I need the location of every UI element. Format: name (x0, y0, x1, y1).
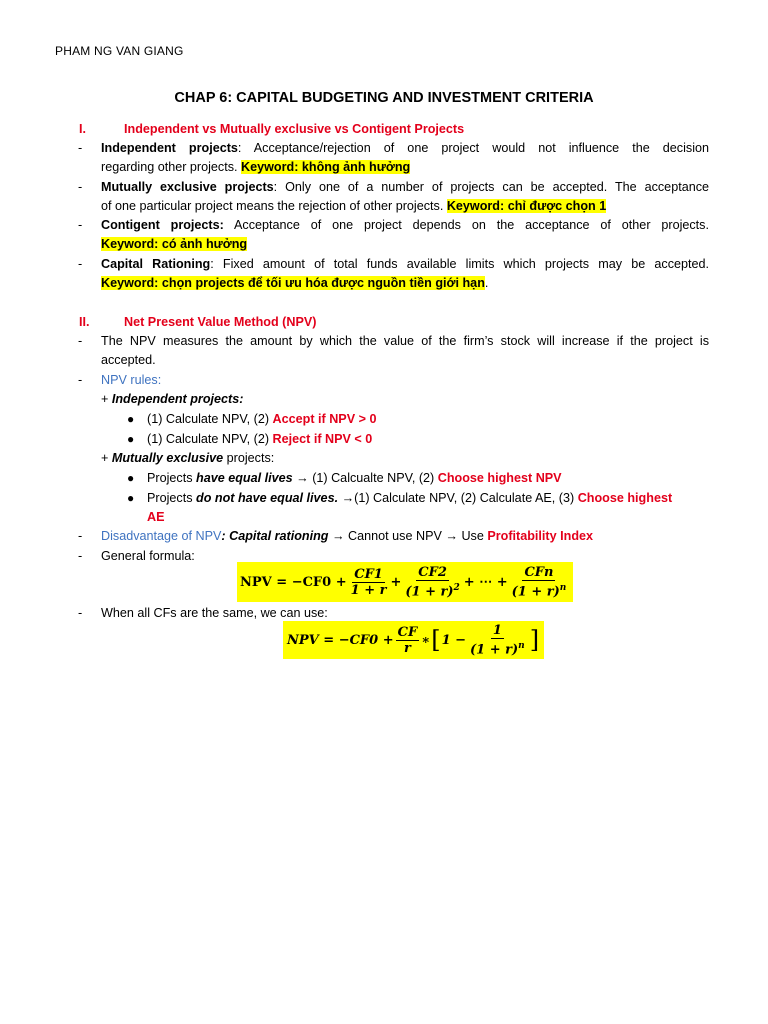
bullet-dot: ● (127, 491, 135, 505)
independent-rule-reject: (1) Calculate NPV, (2) Reject if NPV < 0 (147, 432, 373, 446)
dash-bullet: - (78, 529, 83, 543)
formula-cf-over-r: $\frac{CF}{r}$ (397, 624, 418, 656)
mutual-rule-unequal-lives: Projects do not have equal lives. →(1) Calculate NPV, (2) Calculate AE, (3) Choose highest (147, 491, 673, 505)
mutually-exclusive-line1: Mutually exclusive projects: Only one of a number of projects can be accepted. The acceptance (101, 180, 710, 194)
section2-heading: Net Present Value Method (NPV) (124, 315, 317, 329)
dash-bullet: - (78, 334, 83, 348)
independent-projects-label: + Independent projects: (101, 392, 244, 406)
independent-rule-accept: (1) Calculate NPV, (2) Accept if NPV > 0 (147, 412, 377, 426)
independent-projects-line1: Independent projects: Acceptance/rejection of one project would not influence the decision (101, 141, 709, 155)
dash-bullet: - (78, 180, 83, 194)
independent-projects-line2: regarding other projects. Keyword: không ảnh hưởng (101, 160, 411, 174)
npv-intro-line1: The NPV measures the amount by which the value of the firm’s stock will increase if the project is (101, 334, 709, 348)
mutual-rule-equal-lives: Projects have equal lives → (1) Calcualte NPV, (2) Choose highest NPV (147, 471, 562, 485)
bullet-dot: ● (127, 471, 135, 485)
formula-lhs: NPV = −CF0 + (287, 632, 394, 648)
dash-bullet: - (78, 549, 83, 563)
npv-rules-label: NPV rules: (101, 373, 162, 387)
dash-bullet: - (78, 218, 83, 232)
formula-term-1: $\frac{CF1}{1 + r}$ (350, 566, 387, 598)
npv-intro-line2: accepted. (101, 353, 156, 367)
formula-lhs: NPV = −CF0 + (240, 574, 347, 590)
section1-heading: Independent vs Mutually exclusive vs Contigent Projects (124, 122, 465, 136)
page-title: CHAP 6: CAPITAL BUDGETING AND INVESTMENT CRITERIA (174, 90, 594, 106)
npv-general-formula: NPV = −CF0 + $\frac{CF1}{1 + r}$ + $\frac{CF2}{(1 + r)^2}$ + ⋯ + $\frac{\text{CFn}}{(1 + r)^n}$ (237, 562, 573, 602)
keyword-highlight: Keyword: có ảnh hưởng (101, 237, 248, 251)
contigent-projects-line2 (101, 235, 247, 253)
keyword-highlight: Keyword: chọn projects để tối ưu hóa được nguồn tiền giới hạn (101, 276, 485, 290)
capital-rationing-line1: Capital Rationing: Fixed amount of total funds available limits which projects may be accepted. (101, 257, 709, 271)
formula-term-n: $\frac{\text{CFn}}{(1 + r)^n}$ (511, 564, 567, 600)
dash-bullet: - (78, 257, 83, 271)
dash-bullet: - (78, 606, 83, 620)
dash-bullet: - (78, 141, 83, 155)
formula-discount-term: $\frac{1}{(1 + r)^n}$ (470, 622, 525, 658)
contigent-projects-line1: Contigent projects: Acceptance of one project depends on the acceptance of other projects. (101, 218, 709, 232)
bullet-dot: ● (127, 412, 135, 426)
mutually-exclusive-line2: of one particular project means the rejection of other projects. Keyword: chỉ được chọn 1 (101, 199, 607, 213)
section1-numeral: I. (79, 122, 86, 136)
annuity-formula-label: When all CFs are the same, we can use: (101, 606, 328, 620)
dash-bullet: - (78, 373, 83, 387)
formula-term-2: $\frac{CF2}{(1 + r)^2}$ (405, 564, 460, 600)
mutually-exclusive-label: + Mutually exclusive projects: (101, 451, 275, 465)
section2-numeral: II. (79, 315, 90, 329)
keyword-highlight: Keyword: không ảnh hưởng (241, 160, 411, 174)
npv-disadvantage: Disadvantage of NPV: Capital rationing → Cannot use NPV → Use Profitability Index (101, 529, 594, 543)
mutual-rule-unequal-lives-cont: AE (147, 510, 165, 524)
npv-annuity-formula: NPV = −CF0 + $\frac{CF}{r}$ ∗ [ 1 − $\frac{1}{(1 + r)^n}$ ] (283, 621, 544, 659)
general-formula-label: General formula: (101, 549, 195, 563)
capital-rationing-line2: Keyword: chọn projects để tối ưu hóa được nguồn tiền giới hạn. (101, 276, 489, 290)
bullet-dot: ● (127, 432, 135, 446)
author-header: PHAM NG VAN GIANG (55, 44, 184, 58)
keyword-highlight: Keyword: chỉ được chọn 1 (446, 199, 607, 213)
